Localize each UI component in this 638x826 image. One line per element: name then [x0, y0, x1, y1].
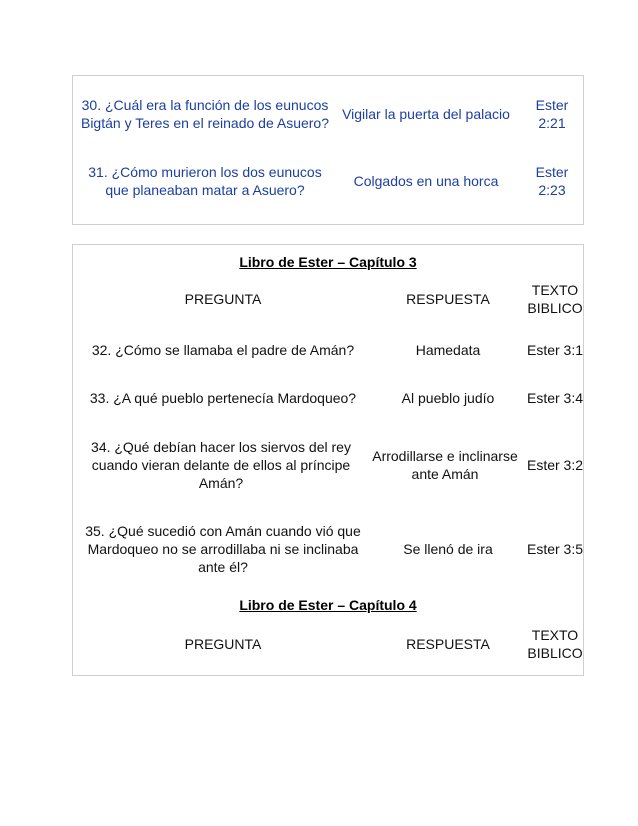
header-pregunta: PREGUNTA	[184, 636, 262, 652]
table-header-row	[73, 275, 583, 323]
answer-cell: Arrodillarse e inclinarse ante Amán	[372, 448, 518, 482]
chapter-4-title: Libro de Ester – Capítulo 4	[239, 597, 417, 613]
table-row	[73, 375, 583, 421]
header-texto-biblico: TEXTO BIBLICO	[527, 627, 583, 661]
table-row	[73, 76, 583, 151]
reference-cell: Ester 3:1	[526, 342, 584, 358]
qa-table-chapter-3	[72, 244, 584, 676]
question-cell: 34. ¿Qué debían hacer los siervos del rey cuando vieran delante de ellos al príncipe Amán?	[91, 439, 351, 491]
table-row	[73, 327, 583, 373]
answer-cell: Vigilar la puerta del palacio	[342, 105, 510, 122]
reference-cell: Ester 2:23	[535, 164, 569, 198]
answer-cell: Al pueblo judío	[401, 390, 495, 406]
table-header-row	[73, 621, 583, 667]
header-pregunta: PREGUNTA	[184, 291, 262, 307]
answer-cell: Se llenó de ira	[403, 541, 493, 557]
question-cell: 32. ¿Cómo se llamaba el padre de Amán?	[91, 342, 355, 358]
answer-cell: Colgados en una horca	[353, 173, 499, 189]
qa-table-chapter-2	[72, 75, 584, 225]
question-cell: 35. ¿Qué sucedió con Amán cuando vió que Mardoqueo no se arrodillaba ni se inclinaba ante él?	[85, 523, 361, 575]
table-row	[73, 425, 583, 505]
table-row	[73, 517, 583, 581]
reference-cell: Ester 3:4	[526, 390, 584, 406]
reference-cell: Ester 3:2	[526, 457, 584, 473]
chapter-3-title: Libro de Ester – Capítulo 3	[239, 254, 417, 270]
header-respuesta: RESPUESTA	[406, 636, 490, 652]
answer-cell: Hamedata	[415, 342, 481, 358]
header-respuesta: RESPUESTA	[406, 291, 490, 307]
question-cell: 30. ¿Cuál era la función de los eunucos Bigtán y Teres en el reinado de Asuero?	[80, 96, 330, 131]
question-cell: 33. ¿A qué pueblo pertenecía Mardoqueo?	[89, 390, 357, 406]
header-texto-biblico: TEXTO BIBLICO	[527, 282, 583, 316]
reference-cell: Ester 3:5	[526, 541, 584, 557]
table-row	[73, 151, 583, 211]
question-cell: 31. ¿Cómo murieron los dos eunucos que planeaban matar a Asuero?	[88, 164, 322, 198]
reference-cell: Ester 2:21	[535, 96, 569, 131]
